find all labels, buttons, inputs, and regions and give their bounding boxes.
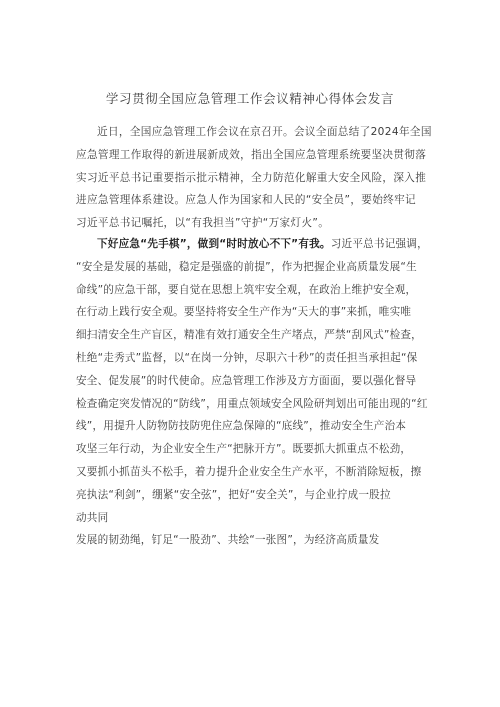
text-line bbox=[76, 233, 426, 256]
text-line: 检查确定突发情况的“防线”，用重点领域安全风险研判划出可能出现的“红 bbox=[76, 397, 428, 410]
paragraph-main bbox=[76, 233, 426, 552]
text-line: 应急管理工作取得的新进展新成效，指出全国应急管理系统要坚决贯彻落 bbox=[76, 148, 427, 161]
text-line: 攻坚三年行动，为企业安全生产“把脉开方”。既要抓大抓重点不松劲， bbox=[76, 443, 412, 456]
text-line: 在行动上践行安全观。要坚持将安全生产作为“天大的事”来抓，唯实唯 bbox=[76, 306, 412, 319]
text-line: 命线”的应急干部，要自觉在思想上筑牢安全观，在政治上维护安全观， bbox=[76, 283, 417, 296]
text-line: 细扫清安全生产盲区，精准有效打通安全生产堵点，严禁“刮风式”检查， bbox=[76, 329, 422, 342]
text-line: 发展的韧劲绳，钉足“一股劲”、共绘“一张图”，为经济高质量发 bbox=[76, 534, 380, 547]
text-line: 又要抓小抓苗头不松手，着力提升企业安全生产水平，不断消除短板，擦 bbox=[76, 465, 422, 478]
text-line: 进应急管理体系建设。应急人作为国家和人民的“安全员”，要始终牢记 bbox=[76, 194, 416, 207]
document-title: 学习贯彻全国应急管理工作会议精神心得体会发言 bbox=[105, 91, 395, 106]
text-line: “安全是发展的基础，稳定是强盛的前提”，作为把握企业高质量发展“生 bbox=[76, 260, 417, 273]
text-line: 习近平总书记嘱托，以“有我担当”守护“万家灯火”。 bbox=[76, 217, 330, 230]
text-line: 实习近平总书记重要指示批示精神，全力防范化解重大安全风险，深入推 bbox=[76, 171, 427, 184]
text-line: 动共同 bbox=[76, 511, 109, 524]
paragraph-lead-heading: 下好应急“先手棋”，做到“时时放心不下”有我。 bbox=[97, 238, 331, 250]
text-line: 安全、促发展”的时代使命。应急管理工作涉及方方面面，要以强化督导 bbox=[76, 374, 417, 387]
text-run: 习近平总书记强调， bbox=[330, 238, 428, 250]
paragraph-intro bbox=[76, 121, 432, 235]
text-line: 线”，用提升人防物防技防兜住应急保障的“底线”，推动安全生产治本 bbox=[76, 420, 407, 433]
text-line: 近日，全国应急管理工作会议在京召开。会议全面总结了2024年全国 bbox=[97, 126, 432, 138]
text-line: 杜绝“走秀式”监督，以“在岗一分钟，尽职六十秒”的责任担当承担起“保 bbox=[76, 351, 418, 364]
text-line: 亮执法“利剑”，绷紧“安全弦”，把好“安全关”，与企业拧成一股拉 bbox=[76, 488, 391, 501]
